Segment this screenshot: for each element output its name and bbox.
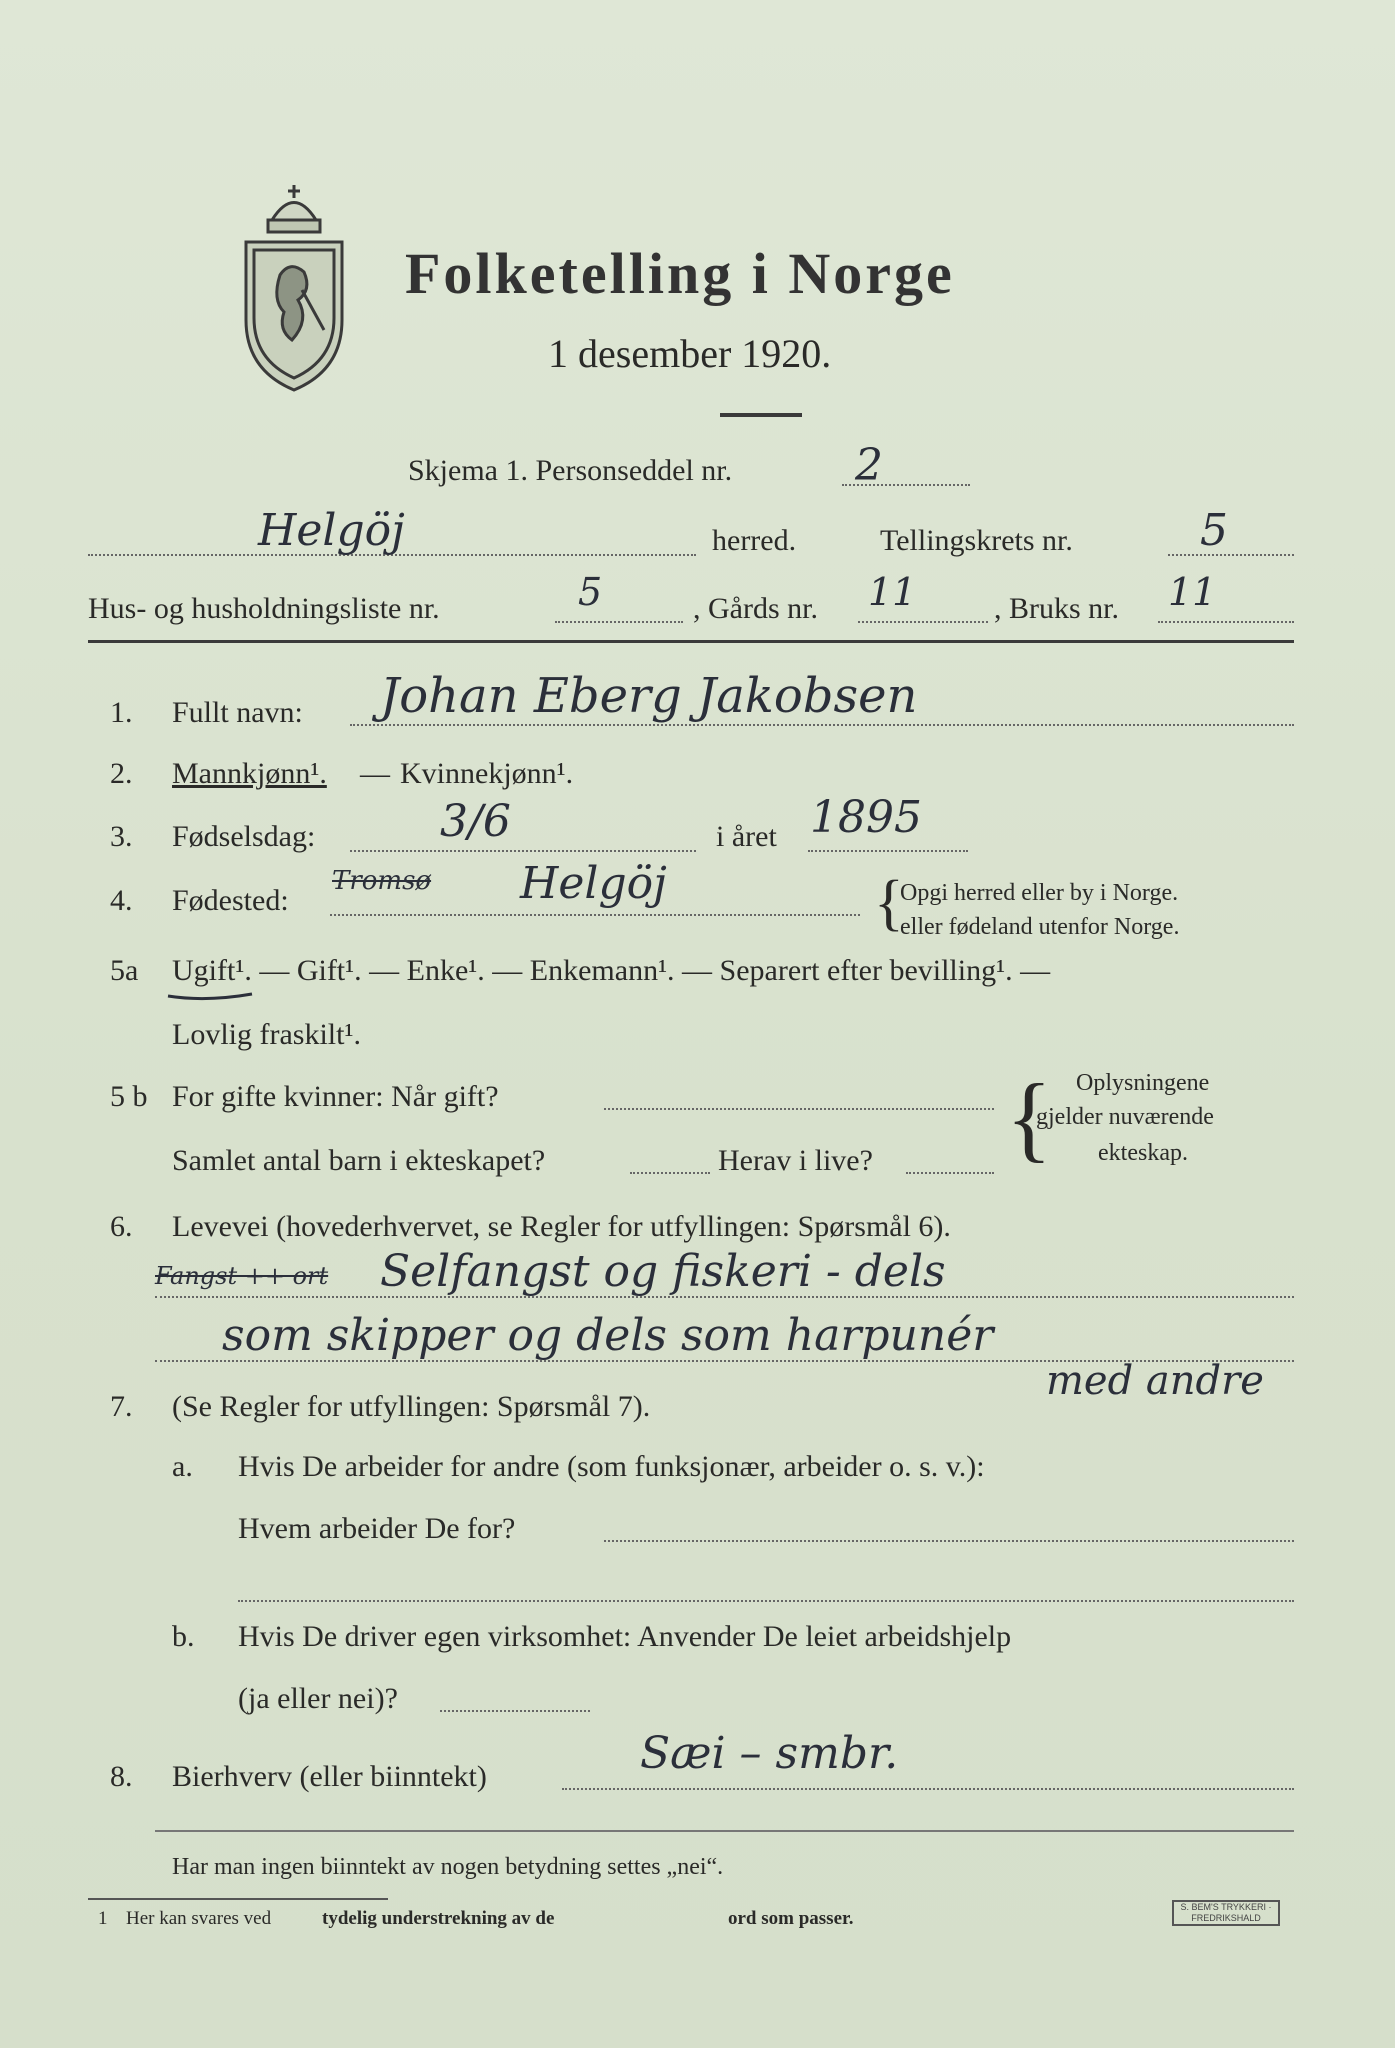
q7b-letter: b. — [172, 1620, 195, 1653]
q6-number: 6. — [110, 1210, 133, 1243]
footnote-rule — [88, 1898, 388, 1900]
birthday-value: 3/6 — [440, 796, 511, 847]
q2-number: 2. — [110, 757, 133, 790]
marriage-note-1: Oplysningene — [1076, 1070, 1210, 1096]
tellingskrets-field[interactable] — [1168, 554, 1294, 556]
children-label: Samlet antal barn i ekteskapet? — [172, 1144, 546, 1177]
q8-number: 8. — [110, 1760, 133, 1793]
employer-label: Hvem arbeider De for? — [238, 1512, 516, 1545]
birthplace-note-brace: { — [874, 869, 904, 937]
q4-label: Fødested: — [172, 884, 289, 917]
q3-label: Fødselsdag: — [172, 820, 316, 853]
herred-label: herred. — [712, 524, 797, 557]
tellingskrets-value: 5 — [1200, 505, 1228, 556]
gards-value: 11 — [868, 570, 917, 614]
employer-field-2[interactable] — [238, 1600, 1294, 1602]
q4-number: 4. — [110, 884, 133, 917]
q6-label: Levevei (hovederhvervet, se Regler for utfyllingen: Spørsmål 6). — [172, 1210, 951, 1243]
printer-stamp — [1172, 1900, 1280, 1926]
alive-field[interactable] — [906, 1172, 994, 1174]
q5a-number: 5a — [110, 954, 139, 987]
side-income-field[interactable] — [562, 1788, 1294, 1790]
children-field[interactable] — [630, 1172, 710, 1174]
ugift-underline-mark — [166, 990, 256, 1004]
title-divider — [720, 413, 802, 417]
occupation-value-2: som skipper og dels som harpunér — [222, 1310, 994, 1361]
municipality-value: Helgöj — [258, 505, 405, 556]
birthplace-note-2: eller fødeland utenfor Norge. — [900, 914, 1180, 940]
q5b-number: 5 b — [110, 1080, 148, 1113]
q7-number: 7. — [110, 1390, 133, 1423]
divorced-option[interactable]: Lovlig fraskilt¹. — [172, 1018, 361, 1051]
schema-label: Skjema 1. Personseddel nr. — [408, 454, 733, 487]
printer-stamp-text: S. BEM'S TRYKKERI · FREDRIKSHALD — [1180, 1902, 1272, 1923]
full-name-field[interactable] — [350, 724, 1294, 726]
birthplace-struck: Tromsø — [332, 866, 432, 896]
bruks-value: 11 — [1168, 570, 1217, 614]
birthplace-value: Helgöj — [520, 858, 667, 909]
hus-field[interactable] — [555, 621, 683, 623]
side-income-value: Sæi – smbr. — [640, 1728, 899, 1779]
female-option[interactable]: Kvinnekjønn¹. — [400, 757, 574, 790]
footnote-mark: 1 — [98, 1908, 108, 1929]
birth-year-field[interactable] — [808, 850, 968, 852]
bruks-field[interactable] — [1158, 621, 1294, 623]
marriage-note-2: gjelder nuværende — [1036, 1104, 1214, 1130]
occupation-value-3: med andre — [1046, 1358, 1264, 1404]
birthplace-note-1: Opgi herred eller by i Norge. — [900, 880, 1179, 906]
gards-field[interactable] — [858, 621, 988, 623]
q1-number: 1. — [110, 696, 133, 729]
year-label: i året — [716, 820, 777, 853]
employer-field[interactable] — [604, 1540, 1294, 1542]
q7-label: (Se Regler for utfyllingen: Spørsmål 7). — [172, 1390, 651, 1423]
no-income-note: Har man ingen biinntekt av nogen betydning settes „nei“. — [172, 1854, 724, 1880]
footnote-text-a: Her kan svares ved — [126, 1908, 272, 1929]
q1-label: Fullt navn: — [172, 696, 303, 729]
gender-separator: — — [360, 757, 390, 790]
bruks-label: , Bruks nr. — [994, 592, 1120, 625]
footnote-text-b: tydelig understrekning av de — [322, 1908, 555, 1929]
q8-label: Bierhverv (eller biinntekt) — [172, 1760, 487, 1793]
marital-status-options[interactable]: Ugift¹. — Gift¹. — Enke¹. — Enkemann¹. — Separert efter bevilling¹. — — [172, 954, 1051, 987]
marriage-note-brace: { — [1006, 1064, 1053, 1171]
q3-number: 3. — [110, 820, 133, 853]
married-when-field[interactable] — [604, 1108, 994, 1110]
alive-label: Herav i live? — [718, 1144, 873, 1177]
census-date: 1 desember 1920. — [548, 331, 832, 376]
q7a-letter: a. — [172, 1450, 193, 1483]
occupation-value-1: Selfangst og fiskeri - dels — [380, 1246, 946, 1297]
footer-rule — [155, 1830, 1294, 1832]
gards-label: , Gårds nr. — [693, 592, 818, 625]
footnote-text-c: ord som passer. — [728, 1908, 854, 1929]
occupation-struck: Fangst ++ ort — [155, 1262, 329, 1290]
header-rule — [88, 640, 1294, 643]
form-title: Folketelling i Norge — [405, 241, 955, 306]
q7b-text: Hvis De driver egen virksomhet: Anvender De leiet arbeidshjelp — [238, 1620, 1012, 1653]
hired-help-field[interactable] — [440, 1710, 590, 1712]
birthday-field[interactable] — [350, 850, 696, 852]
hired-help-label: (ja eller nei)? — [238, 1682, 398, 1715]
male-option[interactable]: Mannkjønn¹. — [172, 757, 327, 790]
birthplace-field[interactable] — [330, 914, 860, 916]
full-name-value: Johan Eberg Jakobsen — [380, 668, 918, 724]
birth-year-value: 1895 — [810, 792, 922, 843]
married-when-label: For gifte kvinner: Når gift? — [172, 1080, 499, 1113]
norwegian-lion-crest-icon — [232, 180, 356, 400]
tellingskrets-label: Tellingskrets nr. — [880, 524, 1073, 557]
hus-label: Hus- og husholdningsliste nr. — [88, 592, 440, 625]
marriage-note-3: ekteskap. — [1098, 1140, 1188, 1166]
q7a-text: Hvis De arbeider for andre (som funksjonær, arbeider o. s. v.): — [238, 1450, 985, 1483]
hus-value: 5 — [578, 570, 603, 614]
schema-number: 2 — [855, 440, 883, 491]
